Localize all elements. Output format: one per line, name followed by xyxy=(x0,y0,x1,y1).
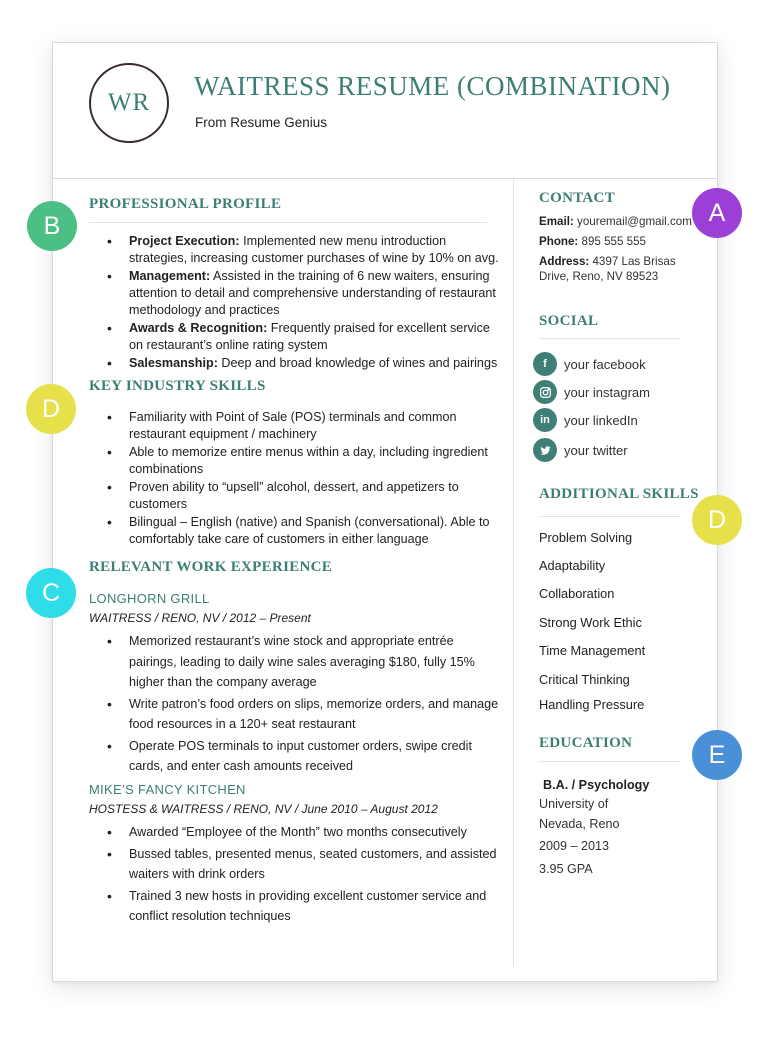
social-instagram[interactable] xyxy=(533,380,650,404)
linkedin-icon: in xyxy=(533,408,557,432)
additional-skill: Critical Thinking xyxy=(539,672,630,687)
social-label: your linkedIn xyxy=(564,412,638,428)
job-bullet: • Operate POS terminals to input customer orders, swipe credit cards, and enter cash amounts received xyxy=(89,736,503,777)
monogram-text: WR xyxy=(107,89,151,116)
education-degree: B.A. / Psychology xyxy=(543,778,650,792)
job-meta: HOSTESS & WAITRESS / RENO, NV / June 2010 – August 2012 xyxy=(89,802,438,816)
marker-d: D xyxy=(692,495,742,545)
skills-heading: KEY INDUSTRY SKILLS xyxy=(89,378,266,394)
education-heading: EDUCATION xyxy=(539,735,633,751)
additional-skill: Problem Solving xyxy=(539,530,633,545)
profile-item: • Salesmanship: Deep and broad knowledge of wines and pairings xyxy=(89,355,503,372)
job-meta: WAITRESS / RENO, NV / 2012 – Present xyxy=(89,611,311,625)
additional-skill: Adaptability xyxy=(539,558,606,573)
skill-item: • Able to memorize entire menus within a day, including ingredient combinations xyxy=(89,444,503,478)
job-bullet: • Bussed tables, presented menus, seated customers, and assisted waiters with drink orders xyxy=(89,844,503,885)
profile-heading-rule xyxy=(89,222,487,223)
job-company: LONGHORN GRILL xyxy=(89,591,210,606)
resume-page xyxy=(52,42,718,982)
marker-d: D xyxy=(26,384,76,434)
contact-address-line2: Drive, Reno, NV 89523 xyxy=(539,270,659,283)
marker-b: B xyxy=(27,201,77,251)
monogram-badge xyxy=(89,63,169,143)
facebook-icon: f xyxy=(533,352,557,376)
contact-email: Email: youremail@gmail.com xyxy=(539,215,692,228)
profile-item: • Project Execution: Implemented new menu introduction strategies, increasing customer purchases of wine by 10% on avg. xyxy=(89,233,503,267)
skill-item: • Familiarity with Point of Sale (POS) terminals and common restaurant equipment / machinery xyxy=(89,409,503,443)
additional-skill: Collaboration xyxy=(539,586,615,601)
job-bullet: • Trained 3 new hosts in providing excellent customer service and conflict resolution techniques xyxy=(89,886,503,927)
skill-item: • Proven ability to “upsell” alcohol, dessert, and appetizers to customers xyxy=(89,479,503,513)
social-linkedin[interactable] xyxy=(533,408,638,432)
education-gpa: 3.95 GPA xyxy=(539,862,593,876)
profile-list xyxy=(89,233,503,373)
profile-item: • Management: Assisted in the training of 6 new waiters, ensuring attention to detail and comprehensive understanding of restaurant methodology and practices xyxy=(89,268,503,319)
skills-list xyxy=(89,409,503,549)
column-divider xyxy=(513,179,514,966)
contact-phone: Phone: 895 555 555 xyxy=(539,235,646,248)
contact-heading: CONTACT xyxy=(539,190,615,206)
education-heading-rule xyxy=(539,761,681,762)
twitter-icon xyxy=(533,438,557,462)
job-bullet: • Awarded “Employee of the Month” two months consecutively xyxy=(89,822,503,843)
social-facebook[interactable] xyxy=(533,352,646,376)
contact-block xyxy=(539,214,709,284)
additional-skill: Time Management xyxy=(539,643,646,658)
page-title: WAITRESS RESUME (COMBINATION) xyxy=(194,71,671,101)
education-school-line2: Nevada, Reno xyxy=(539,817,620,831)
additional-skill: Strong Work Ethic xyxy=(539,615,642,630)
header-divider xyxy=(53,178,717,179)
social-twitter[interactable] xyxy=(533,438,628,462)
job-bullets xyxy=(89,822,503,928)
education-school: University of xyxy=(539,797,609,811)
social-label: your instagram xyxy=(564,384,650,400)
profile-item: • Awards & Recognition: Frequently praised for excellent service on restaurant’s online rating system xyxy=(89,320,503,354)
additional-skills-rule xyxy=(539,516,681,517)
job-bullets xyxy=(89,631,503,778)
social-heading: SOCIAL xyxy=(539,313,599,329)
instagram-icon xyxy=(533,380,557,404)
marker-e: E xyxy=(692,730,742,780)
additional-skills-heading: ADDITIONAL SKILLS xyxy=(539,486,699,502)
contact-address: Address: 4397 Las Brisas xyxy=(539,255,676,268)
job-company: MIKE’S FANCY KITCHEN xyxy=(89,782,246,797)
marker-c: C xyxy=(26,568,76,618)
page-subtitle: From Resume Genius xyxy=(195,115,328,130)
social-label: your facebook xyxy=(564,356,646,372)
job-bullet: • Write patron’s food orders on slips, memorize orders, and manage food resources in a 120+ seat restaurant xyxy=(89,694,503,735)
social-label: your twitter xyxy=(564,442,628,458)
marker-a: A xyxy=(692,188,742,238)
social-heading-rule xyxy=(539,338,681,339)
job-bullet: • Memorized restaurant’s wine stock and appropriate entrée pairings, leading to daily wine sales averaging $180, fully 15% higher than the company average xyxy=(89,631,503,693)
experience-heading: RELEVANT WORK EXPERIENCE xyxy=(89,559,333,575)
additional-skill: Handling Pressure xyxy=(539,697,645,712)
education-years: 2009 – 2013 xyxy=(539,839,610,853)
profile-heading: PROFESSIONAL PROFILE xyxy=(89,196,282,212)
skill-item: • Bilingual – English (native) and Spanish (conversational). Able to comfortably take care of customers in either language xyxy=(89,514,503,548)
